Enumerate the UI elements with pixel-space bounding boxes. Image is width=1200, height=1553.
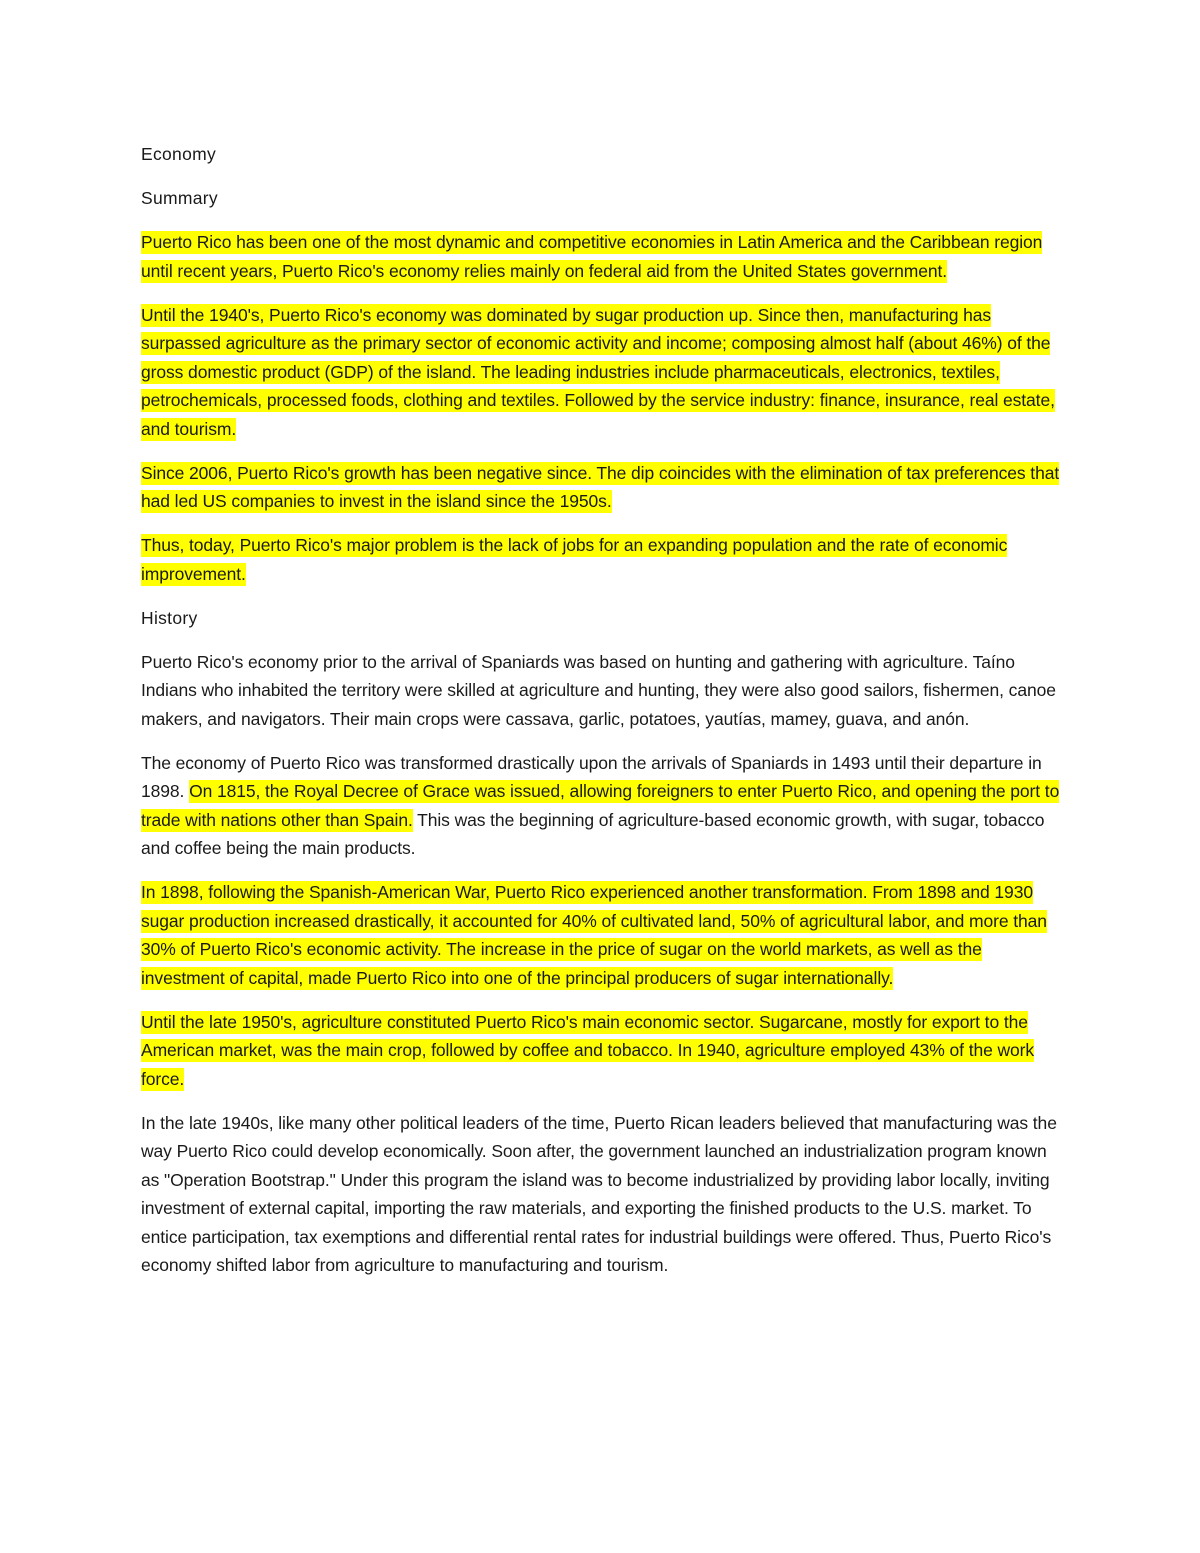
highlighted-text: Until the late 1950's, agriculture constituted Puerto Rico's main economic sector. Sugarcane, mostly for export to the American market, was the main crop, followed by coffee and tobacco. In 1940, agriculture employed 43% of the work force. xyxy=(141,1011,1035,1089)
document-title: Economy xyxy=(141,144,217,164)
paragraph-text: This was the beginning of agriculture-based economic growth, with sugar, tobacco and coffee being the main products. xyxy=(141,809,1045,858)
summary-paragraph xyxy=(141,531,1061,588)
paragraph-text: In the late 1940s, like many other political leaders of the time, Puerto Rican leaders believed that manufacturing was the way Puerto Rico could develop economically. Soon after, the government launched an industrialization program known as "Operation Bootstrap." Under this program the island was to become industrialized by providing labor locally, inviting investment of external capital, importing the raw materials, and exporting the finished products to the U.S. market. To entice participation, tax exemptions and differential rental rates for industrial buildings were offered. Thus, Puerto Rico's economy shifted labor from agriculture to manufacturing and tourism. xyxy=(141,1112,1057,1275)
summary-paragraph xyxy=(141,459,1061,516)
document-page xyxy=(141,140,1061,1295)
history-paragraph xyxy=(141,648,1061,734)
highlighted-text: Since 2006, Puerto Rico's growth has been negative since. The dip coincides with the elimination of tax preferences that had led US companies to invest in the island since the 1950s. xyxy=(141,462,1060,511)
history-paragraph xyxy=(141,1008,1061,1094)
highlighted-text: Until the 1940's, Puerto Rico's economy was dominated by sugar production up. Since then, manufacturing has surpassed agriculture as the primary sector of economic activity and income; composing almost half (about 46%) of the gross domestic product (GDP) of the island. The leading industries include pharmaceuticals, electronics, textiles, petrochemicals, processed foods, clothing and textiles. Followed by the service industry: finance, insurance, real estate, and tourism. xyxy=(141,304,1055,439)
history-paragraph xyxy=(141,878,1061,992)
history-heading: History xyxy=(141,607,198,628)
summary-section xyxy=(141,228,1061,588)
summary-paragraph xyxy=(141,228,1061,285)
history-paragraph xyxy=(141,749,1061,863)
history-section xyxy=(141,648,1061,1280)
paragraph-text: The economy of Puerto Rico was transformed drastically upon the arrivals of Spaniards in 1493 until their departure in 1898. xyxy=(141,752,1042,801)
highlighted-text: In 1898, following the Spanish-American War, Puerto Rico experienced another transformation. From 1898 and 1930 sugar production increased drastically, it accounted for 40% of cultivated land, 50% of agricultural labor, and more than 30% of Puerto Rico's economic activity. The increase in the price of sugar on the world markets, as well as the investment of capital, made Puerto Rico into one of the principal producers of sugar internationally. xyxy=(141,882,1047,988)
paragraph-text: Puerto Rico's economy prior to the arrival of Spaniards was based on hunting and gathering with agriculture. Taíno Indians who inhabited the territory were skilled at agriculture and hunting, they were also good sailors, fishermen, canoe makers, and navigators. Their main crops were cassava, garlic, potatoes, yautías, mamey, guava, and anón. xyxy=(141,651,1056,729)
highlighted-text: On 1815, the Royal Decree of Grace was issued, allowing foreigners to enter Puerto Rico, and opening the port to trade with nations other than Spain. xyxy=(141,781,1060,830)
highlighted-text: Thus, today, Puerto Rico's major problem is the lack of jobs for an expanding population and the rate of economic improvement. xyxy=(141,535,1008,584)
history-paragraph xyxy=(141,1109,1061,1280)
summary-paragraph xyxy=(141,301,1061,444)
highlighted-text: Puerto Rico has been one of the most dynamic and competitive economies in Latin America and the Caribbean region until recent years, Puerto Rico's economy relies mainly on federal aid from the United States government. xyxy=(141,232,1043,281)
summary-heading: Summary xyxy=(141,188,218,208)
